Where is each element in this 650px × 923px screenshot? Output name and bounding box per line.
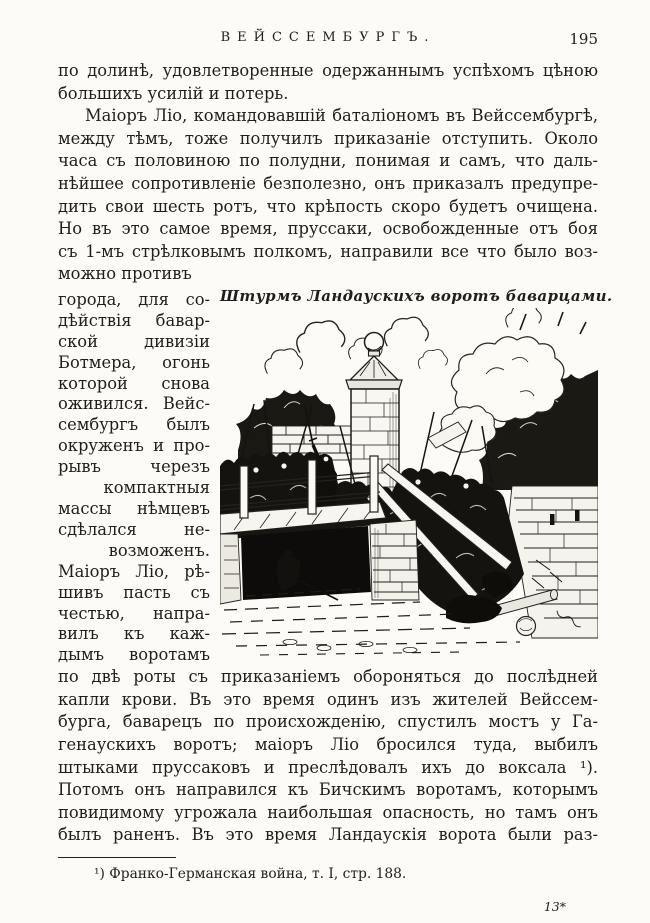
text-line: съ 1-мъ стрѣлковымъ полкомъ, направили все что было воз-: [58, 241, 598, 261]
text-line: компактныя: [58, 478, 210, 498]
text-line: капли крови. Въ это время одинъ изъ жителей Вейссем-: [58, 689, 598, 709]
text-line: по двѣ роты съ приказаніемъ обороняться до послѣдней: [58, 667, 598, 687]
text-line: рывъ черезъ: [58, 457, 210, 477]
running-title: ВЕЙССЕМБУРГЪ.: [220, 30, 436, 45]
stone-wall-right: [508, 486, 598, 638]
text-line: штыками пруссаковъ и преслѣдовалъ ихъ до воксала ¹).: [58, 757, 598, 777]
signature-mark: 13*: [543, 899, 566, 914]
text-line: между тѣмъ, тоже получилъ приказаніе отступить. Около: [58, 128, 598, 148]
running-head: [58, 30, 598, 48]
illustration-block: [210, 286, 613, 666]
text-line: повидимому угрожала наибольшая опасность, но тамъ онъ: [58, 802, 598, 822]
text-line: честью, напра-: [58, 603, 210, 623]
text-line: Маіоръ Ліо, командовавшій баталіономъ въ Вейссембургѣ,: [85, 106, 598, 126]
text-line: нѣйшее сопротивленіе безполезно, онъ приказалъ предупре-: [58, 173, 598, 193]
page-content: [58, 30, 613, 914]
text-line: ской дивизіи: [58, 331, 210, 351]
text-line: былъ раненъ. Въ это время Ландаускія ворота были раз-: [58, 825, 598, 845]
footnote: ¹) Франко-Германская война, т. I, стр. 188.: [94, 866, 407, 882]
text-line: часа съ половиною по полудни, понимая и самъ, что даль-: [58, 151, 598, 171]
gate-storming-engraving: [220, 308, 598, 658]
text-line: сембургъ былъ: [58, 415, 210, 435]
text-line: окруженъ и про-: [58, 436, 210, 456]
text-line: дить свои шесть ротъ, что крѣпость скоро будетъ очищена.: [58, 196, 598, 216]
paragraph-major-liaud: [58, 105, 598, 286]
text-line: сдѣлался не-: [58, 519, 210, 539]
text-line: дымъ воротамъ: [58, 645, 210, 665]
bridge-pier: [370, 520, 419, 600]
text-line: бурга, баварецъ по происхожденію, спустилъ мостъ у Га-: [58, 712, 598, 732]
left-text-column: [58, 286, 210, 666]
text-line: Ботмера, огонь: [58, 352, 210, 372]
text-line: дѣйствія бавар-: [58, 310, 210, 330]
text-line: массы нѣмцевъ: [58, 499, 210, 518]
text-line: Потомъ онъ направился къ Бичскимъ воротамъ, которымъ: [58, 780, 598, 800]
paragraph-defense: [58, 666, 598, 847]
footnote-rule: [58, 857, 176, 858]
text-line: которой снова: [58, 373, 210, 393]
text-line: Но въ это самое время, пруссаки, освобожденные отъ боя: [58, 219, 598, 239]
text-and-illustration-section: [58, 286, 613, 666]
text-line: генаускихъ воротъ; маіоръ Ліо бросился туда, выбилъ: [58, 735, 598, 755]
text-line: шивъ пасть съ: [58, 582, 210, 602]
text-line: возможенъ.: [58, 540, 210, 560]
text-line: большихъ усилій и потерь.: [58, 83, 289, 103]
text-line: города, для со-: [58, 289, 210, 309]
page-number: 195: [569, 30, 598, 48]
illustration-caption: Штурмъ Ландаускихъ воротъ баварцами.: [220, 286, 613, 305]
text-line: оживился. Вейс-: [58, 394, 210, 414]
text-line: вилъ къ каж-: [58, 624, 210, 644]
text-line: Маіоръ Ліо, рѣ-: [58, 561, 210, 581]
paragraph-continuation: [58, 60, 598, 105]
text-line: можно противъ: [58, 264, 192, 284]
text-line: по долинѣ, удовлетворенные одержаннымъ успѣхомъ цѣною: [58, 61, 598, 80]
